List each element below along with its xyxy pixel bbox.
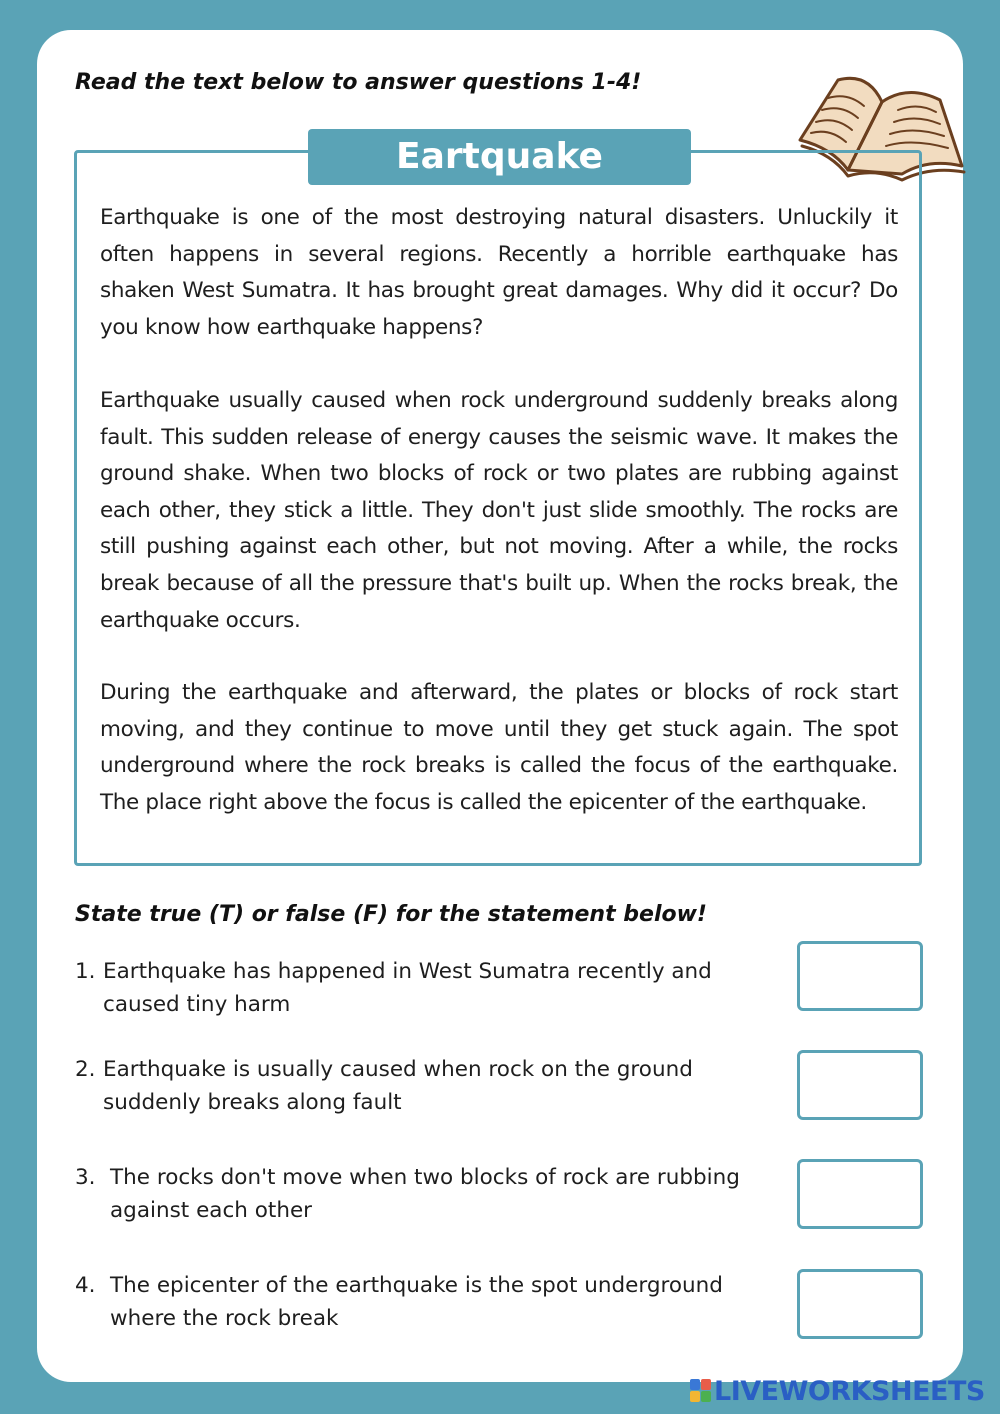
answer-box-1[interactable] bbox=[797, 941, 923, 1011]
reading-instruction: Read the text below to answer questions 1-4! bbox=[75, 70, 642, 95]
passage-paragraph-1: Earthquake is one of the most destroying natural disasters. Unluckily it often happens in several regions. Recently a horrible earthquake has shaken West Sumatra. It has brought great damages. Why did it occur? Do you know how earthquake happens? bbox=[100, 205, 898, 340]
question-text: The rocks don't move when two blocks of rock are rubbing against each other bbox=[110, 1165, 740, 1223]
question-number: 3. bbox=[75, 1165, 96, 1190]
answer-box-4[interactable] bbox=[797, 1269, 923, 1339]
question-number: 4. bbox=[75, 1273, 96, 1298]
true-false-instruction: State true (T) or false (F) for the statement below! bbox=[75, 902, 707, 927]
answer-box-2[interactable] bbox=[797, 1050, 923, 1120]
passage-text bbox=[100, 200, 898, 815]
brand-name: LIVEWORKSHEETS bbox=[714, 1375, 985, 1407]
question-3 bbox=[75, 1161, 775, 1227]
answer-box-3[interactable] bbox=[797, 1159, 923, 1229]
question-4 bbox=[75, 1269, 775, 1335]
passage-title: Eartquake bbox=[308, 129, 691, 185]
question-text: Earthquake is usually caused when rock on the ground suddenly breaks along fault bbox=[103, 1057, 693, 1115]
passage-paragraph-2: Earthquake usually caused when rock underground suddenly breaks along fault. This sudden release of energy causes the seismic wave. It makes the ground shake. When two blocks of rock or two plates are rubbing against each other, they stick a little. They don't just slide smoothly. The rocks are still pushing against each other, but not moving. After a while, the rocks break because of all the pressure that's built up. When the rocks break, the earthquake occurs. bbox=[100, 388, 898, 633]
liveworksheets-brand[interactable] bbox=[690, 1376, 985, 1406]
question-number: 2. bbox=[75, 1057, 96, 1082]
question-text: Earthquake has happened in West Sumatra recently and caused tiny harm bbox=[103, 959, 712, 1017]
liveworksheets-logo-icon bbox=[690, 1379, 712, 1403]
passage-paragraph-3: During the earthquake and afterward, the plates or blocks of rock start moving, and they continue to move until they get stuck again. The spot underground where the rock breaks is called the focus of the earthquake. The place right above the focus is called the epicenter of the earthquake. bbox=[100, 680, 898, 815]
question-number: 1. bbox=[75, 959, 96, 984]
question-text: The epicenter of the earthquake is the spot underground where the rock break bbox=[110, 1273, 723, 1331]
question-2 bbox=[75, 1053, 775, 1119]
question-1 bbox=[75, 955, 775, 1021]
